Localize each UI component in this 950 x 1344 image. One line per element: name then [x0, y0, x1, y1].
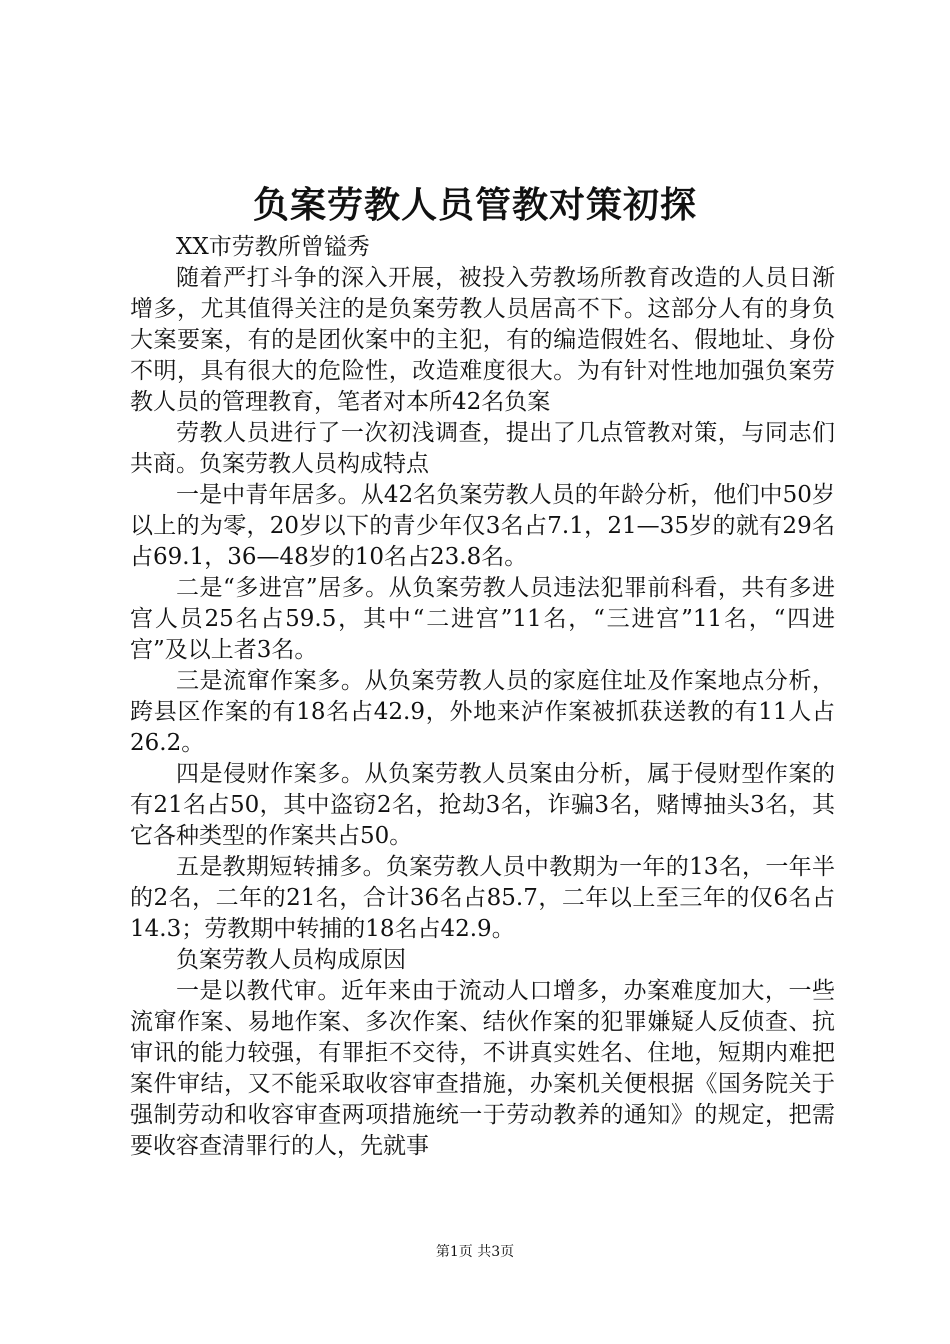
paragraph: 随着严打斗争的深入开展，被投入劳教场所教育改造的人员日渐增多，尤其值得关注的是负案劳教人员居高不下。这部分人有的身负大案要案，有的是团伙案中的主犯，有的编造假姓名、假地址、身份不明，具有很大的危险性，改造难度很大。为有针对性地加强负案劳教人员的管理教育，笔者对本所42名负案	[130, 265, 835, 415]
page-footer: 第1页 共3页	[435, 1244, 515, 1260]
paragraph: 四是侵财作案多。从负案劳教人员案由分析，属于侵财型作案的有21名占50，其中盗窃2名，抢劫3名，诈骗3名，赌博抽头3名，其它各种类型的作案共占50。	[130, 761, 835, 849]
document-body	[130, 232, 835, 1162]
paragraph: 一是中青年居多。从42名负案劳教人员的年龄分析，他们中50岁以上的为零，20岁以下的青少年仅3名占7.1，21—35岁的就有29名占69.1，36—48岁的10名占23.8名。	[130, 482, 835, 570]
section-heading: 负案劳教人员构成原因	[176, 947, 406, 973]
author-line: XX市劳教所曾镒秀	[176, 234, 370, 260]
paragraph: 三是流窜作案多。从负案劳教人员的家庭住址及作案地点分析，跨县区作案的有18名占42.9，外地来泸作案被抓获送教的有11人占26.2。	[130, 668, 835, 756]
document-title: 负案劳教人员管教对策初探	[252, 185, 697, 226]
paragraph: 一是以教代审。近年来由于流动人口增多，办案难度加大，一些流窜作案、易地作案、多次作案、结伙作案的犯罪嫌疑人反侦查、抗审讯的能力较强，有罪拒不交待，不讲真实姓名、住地，短期内难把案件审结，又不能采取收容审查措施，办案机关便根据《国务院关于强制劳动和收容审查两项措施统一于劳动教养的通知》的规定，把需要收容查清罪行的人，先就事	[130, 978, 835, 1159]
paragraph: 劳教人员进行了一次初浅调查，提出了几点管教对策，与同志们共商。负案劳教人员构成特点	[130, 420, 835, 477]
paragraph: 五是教期短转捕多。负案劳教人员中教期为一年的13名，一年半的2名，二年的21名，合计36名占85.7，二年以上至三年的仅6名占14.3；劳教期中转捕的18名占42.9。	[130, 854, 835, 942]
paragraph: 二是“多进宫”居多。从负案劳教人员违法犯罪前科看，共有多进宫人员25名占59.5，其中“二进宫”11名，“三进宫”11名，“四进宫”及以上者3名。	[130, 575, 835, 663]
